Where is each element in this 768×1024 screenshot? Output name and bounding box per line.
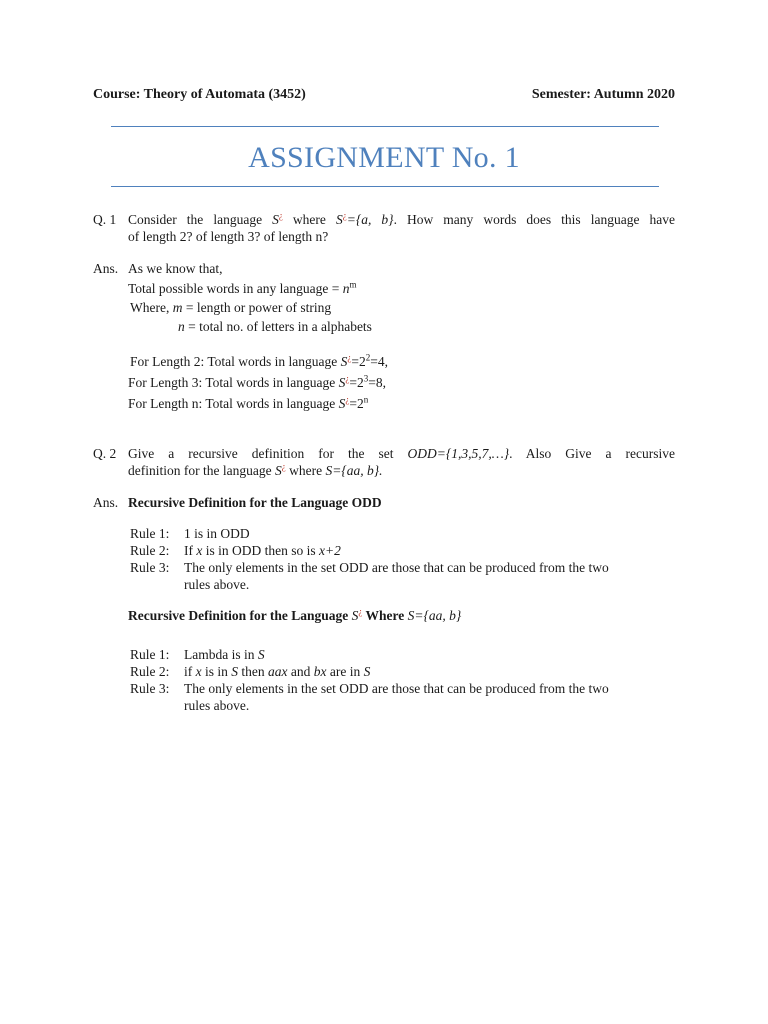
odd-rule-3-cont: rules above.	[184, 577, 250, 592]
ans1-lengthn: For Length n: Total words in language $S^¿=2^n$	[128, 394, 369, 411]
ans1-total-line: Total possible words in any language = $n^m$	[128, 279, 357, 296]
ans1-n-line: n = total no. of letters in a alphabets	[178, 319, 372, 334]
q1-label: Q. 1	[93, 212, 117, 227]
q2-line2: definition for the language S¿ where S={aa, b}.	[128, 461, 383, 478]
ans2-heading1: Recursive Definition for the Language ODD	[128, 495, 382, 510]
ans1-where-line: Where, m = length or power of string	[130, 300, 332, 315]
ans2-label: Ans.	[93, 495, 119, 510]
ans2-heading2: Recursive Definition for the Language S¿ Where S={aa, b}	[128, 606, 462, 623]
lang-rule-3-cont: rules above.	[184, 698, 250, 713]
q1-line2: of length 2? of length 3? of length n?	[128, 229, 329, 244]
document-page: Course: Theory of Automata (3452) Semester: Autumn 2020 ASSIGNMENT No. 1 Q. 1 Consider the language S¿ where S¿={a, b}. How many words does this language have of length 2? of length 3? of length n? Ans. As we know that, Total possible words in any language = $n^m$ Where, m = length or power of string n = total no. of letters in a alphabets For Length 2: Total words in language $S^¿=2^2=4$, For Length 3: Total words in language $S^¿=2^3=8$, For Length n: Total words in language $S^¿=2^n$ Q. 2 Give a recursive definition for the set ODD={1,3,5,7,…}. Also Give a recursive definition for the language S¿ where S={aa, b}. Ans. Recursive Definition for the Language ODD Rule 1: 1 is in ODD Rule 2: If x is in ODD then so is x+2 Rule 3: The only elements in the set ODD are those that can be produced from the two rules above. Recursive Definition for the Language S¿ Where S={aa, b} Rule 1: Lambda is in S Rule 2: if x is in S then aax and bx are in S Rule 3: The only elements in the set ODD are those that can be produced from the two rules above.	[93, 87, 676, 713]
semester-label: Semester: Autumn 2020	[531, 87, 675, 102]
title-top-rule	[111, 126, 659, 127]
q1-text: Consider the language S¿ where S¿={a, b}. How many words does this language have	[128, 210, 676, 227]
q2-text: Give a recursive definition for the set ODD={1,3,5,7,…}. Also Give a recursive	[128, 446, 675, 461]
ans1-length2: For Length 2: Total words in language $S^¿=2^2=4$,	[130, 352, 389, 369]
page-title: ASSIGNMENT No. 1	[248, 141, 520, 174]
q2-label: Q. 2	[93, 446, 117, 461]
title-bottom-rule	[111, 186, 659, 187]
ans1-label: Ans.	[93, 261, 119, 276]
course-label: Course: Theory of Automata (3452)	[93, 87, 306, 102]
ans1-length3: For Length 3: Total words in language $S^¿=2^3=8$,	[128, 373, 387, 390]
